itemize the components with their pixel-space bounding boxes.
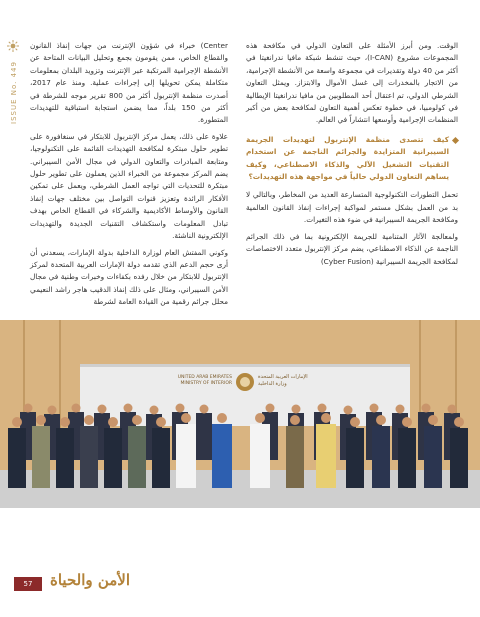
paragraph: وكوني المفتش العام لوزارة الداخلية بدولة الإمارات، يسعدني أن أرى حجم الدعم الذي تقدمه دولة الإمارات العربية المتحدة لمركز الإنتربول للابتكار من خلال رفده بكفاءات وخبرات وطنية في مجال الأمن السيبراني، ومثال على ذلك إنفاذ الدقيب هاجر راشد النعيمي محلل جرائم رقمية من القيادة العامة لشرطة [30,247,228,307]
group-photo [0,320,480,508]
question-heading [246,134,458,184]
svg-text:الإمارات العربية المتحدة: الإمارات العربية المتحدة [258,374,308,380]
question-block [246,134,458,184]
group-photo-illustration [0,320,480,508]
issue-number: ISSUE No. 449 [10,61,18,124]
page-number: 57 [14,577,42,591]
paragraph: تحمل التطورات التكنولوجية المتسارعة العديد من المخاطر، وبالتالي لا بد من العمل بشكل مستمر لمواكبة إجراءات إنفاذ القانون العالمية ومكافحة الجريمة السيبرانية في ضوء هذه التغيرات. [246,190,458,225]
paragraph: ولمعالجة الآثار المتنامية للجريمة الإلكترونية بما في ذلك الجرائم الناجمة عن الذكاء الاصطناعي، يضم مركز الإنتربول متعدد الاختصاصات لمكافحة الجريمة السيبرانية (Cyber Fusion) [246,231,458,266]
paragraph: علاوة على ذلك، يعمل مركز الإنتربول للابتكار في سنغافورة على تطوير حلول مبتكرة لمكافحة التهديدات القائمة على التكنولوجيا، ومتابعة المبادرات والتعاون الدولي في مجال الأمن السيبراني. يضم المركز مجموعة من الخبراء الذين يعملون على تطوير حلول مبتكرة للتحديات التي تواجه العمل الشرطي، ويعمل على تمكين الأفكار الرائدة وتعزيز قنوات التواصل بين مختلف جهات إنفاذ القانون والأوساط الأكاديمية والشركاء في القطاع الخاص بهدف تبادل المعلومات واستكشاف التقنيات الجديدة والتهديدات الإلكترونية الناشئة. [30,131,228,241]
svg-text:وزارة الداخلية: وزارة الداخلية [258,381,287,387]
magazine-masthead: الأمن والحياة [50,571,131,589]
sun-ornament-icon [7,40,19,52]
paragraph: الوقت. ومن أبرز الأمثلة على التعاون الدولي في مكافحة هذه المجموعات مشروع (I-CAN)، حيث تنشط شبكة مافيا ندرانغيتا في أكثر من 40 دولة وتقديرات في مجموعة واسعة من الأنشطة الإجرامية، من الاتجار بالمخدرات إلى غسل الأموال والابتزاز. ويمثل التعاون الشرطي الدولي، تم اعتقال أحد المطلوبين من مافيا ندرانغيتا الإيطالية في كولومبيا، في خطوة تعكس أهمية التعاون لمكافحة بعض من أكبر المنظمات الإجرامية وأوسعها انتشاراً في العالم. [246,41,458,125]
diamond-bullet-icon [452,137,459,144]
side-rail [6,40,20,150]
paragraph: Center) خبراء في شؤون الإنترنت من جهات إنفاذ القانون والقطاع الخاص، ممن يقومون بجمع وتحليل البيانات المتاحة عن الأنشطة الإجرامية المرتكبة عبر الإنترنت وتزويد البلدان بمعلومات متكاملة يمكن تحويلها إلى إجراءات عملية. ومنذ عام 2017، أصدرت منظمة الإنتربول أكثر من 800 تقرير موجه للشرطة في أكثر من 150 بلداً، مما يضمن استجابة استباقية للتهديدات المتطورة. [30,41,228,125]
svg-text:UNITED ARAB EMIRATES: UNITED ARAB EMIRATES [177,375,232,380]
left-text-column [30,40,228,313]
svg-text:MINISTRY OF INTERIOR: MINISTRY OF INTERIOR [180,381,232,386]
question-text: كيف تتصدى منظمة الإنتربول لتهديدات الجريمة السيبرانية المتزايدة والجرائم الناجمة عن استخدام التقنيات التشغيل الآلي والذكاء الاصطناعي، وكيف يساهم التعاون الدولي حالياً في مواجهة هذه التهديدات؟ [246,134,449,182]
right-text-column [246,40,458,272]
